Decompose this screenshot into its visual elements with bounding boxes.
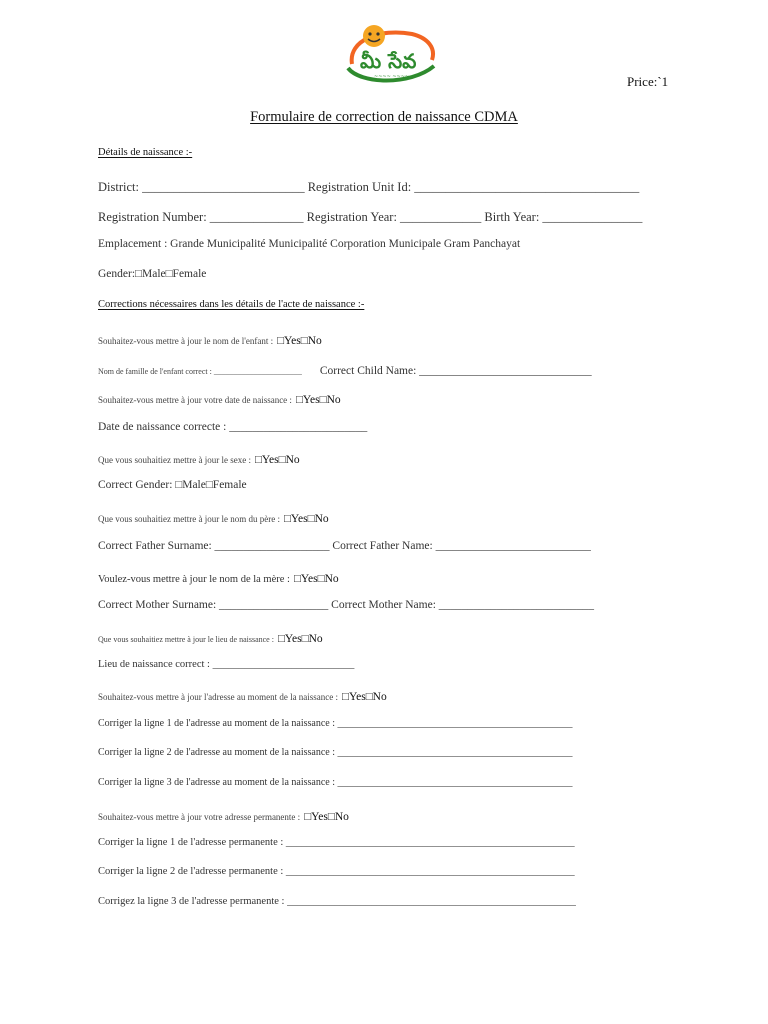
- question-father-text: Que vous souhaitiez mettre à jour le nom du père :: [98, 514, 280, 524]
- birth-address-line-1[interactable]: Corriger la ligne 1 de l'adresse au moment de la naissance : _______________________________________________: [98, 718, 573, 729]
- gender-line[interactable]: Gender:□Male□Female: [98, 268, 207, 280]
- child-surname-field[interactable]: Nom de famille de l'enfant correct : ______________________: [98, 367, 302, 376]
- child-name-row: [98, 361, 592, 379]
- mother-name-line[interactable]: Correct Mother Surname: ___________________ Correct Mother Name: ___________________________: [98, 599, 595, 611]
- question-mother: [98, 569, 339, 587]
- question-dob: [98, 390, 341, 408]
- question-birthplace-text: Que vous souhaitiez mettre à jour le lieu de naissance :: [98, 635, 274, 644]
- birth-address-yes-no[interactable]: □Yes□No: [342, 691, 387, 703]
- question-child-name-text: Souhaitez-vous mettre à jour le nom de l'enfant :: [98, 336, 274, 346]
- child-name-yes-no[interactable]: □Yes□No: [277, 335, 322, 347]
- father-yes-no[interactable]: □Yes□No: [283, 513, 329, 525]
- form-title: Formulaire de correction de naissance CDMA: [250, 109, 518, 125]
- question-dob-text: Souhaitez-vous mettre à jour votre date de naissance :: [98, 395, 292, 405]
- birthplace-field[interactable]: Lieu de naissance correct : ___________________________: [98, 659, 355, 670]
- question-father: [98, 509, 329, 527]
- birth-address-line-2[interactable]: Corriger la ligne 2 de l'adresse au moment de la naissance : _______________________________________________: [98, 747, 573, 758]
- question-birthplace: [98, 629, 323, 647]
- birth-address-line-3[interactable]: Corriger la ligne 3 de l'adresse au moment de la naissance : _______________________________________________: [98, 777, 573, 788]
- perm-address-line-3[interactable]: Corrigez la ligne 3 de l'adresse permanente : _______________________________________________________: [98, 896, 576, 907]
- birthplace-yes-no[interactable]: □Yes□No: [277, 633, 323, 645]
- question-sex-text: Que vous souhaitiez mettre à jour le sexe :: [98, 455, 251, 465]
- price-label: Price:`1: [627, 74, 669, 89]
- mee-seva-logo: [340, 20, 440, 90]
- question-birth-address-text: Souhaitez-vous mettre à jour l'adresse au moment de la naissance :: [98, 692, 339, 702]
- question-birth-address: [98, 687, 387, 705]
- question-sex: [98, 450, 300, 468]
- district-line[interactable]: District: __________________________ Registration Unit Id: ____________________________________: [98, 180, 640, 194]
- svg-text:మీ సేవ: మీ సేవ: [360, 49, 417, 73]
- perm-address-yes-no[interactable]: □Yes□No: [304, 811, 349, 823]
- correct-gender-line[interactable]: Correct Gender: □Male□Female: [98, 479, 247, 491]
- svg-text:~~~~ ~~~~: ~~~~ ~~~~: [374, 74, 410, 80]
- question-mother-text: Voulez-vous mettre à jour le nom de la mère :: [98, 574, 290, 585]
- dob-field[interactable]: Date de naissance correcte : ________________________: [98, 421, 368, 433]
- sex-yes-no[interactable]: □Yes□No: [254, 454, 300, 466]
- section-corrections: Corrections nécessaires dans les détails de l'acte de naissance :-: [98, 299, 365, 310]
- question-child-name: [98, 331, 322, 349]
- perm-address-line-2[interactable]: Corriger la ligne 2 de l'adresse permanente : _______________________________________________________: [98, 866, 575, 877]
- emplacement-line: Emplacement : Grande Municipalité Municipalité Corporation Municipale Gram Panchayat: [98, 238, 521, 250]
- father-name-line[interactable]: Correct Father Surname: ____________________ Correct Father Name: ___________________________: [98, 540, 591, 552]
- dob-yes-no[interactable]: □Yes□No: [295, 394, 341, 406]
- question-perm-address: [98, 807, 349, 825]
- child-name-field[interactable]: Correct Child Name: ______________________________: [319, 365, 592, 377]
- mother-yes-no[interactable]: □Yes□No: [293, 573, 339, 585]
- registration-number-line[interactable]: Registration Number: _______________ Registration Year: _____________ Birth Year: ________________: [98, 210, 643, 224]
- perm-address-line-1[interactable]: Corriger la ligne 1 de l'adresse permanente : _______________________________________________________: [98, 837, 575, 848]
- section-birth-details: Détails de naissance :-: [98, 147, 193, 158]
- question-perm-address-text: Souhaitez-vous mettre à jour votre adresse permanente :: [98, 812, 301, 822]
